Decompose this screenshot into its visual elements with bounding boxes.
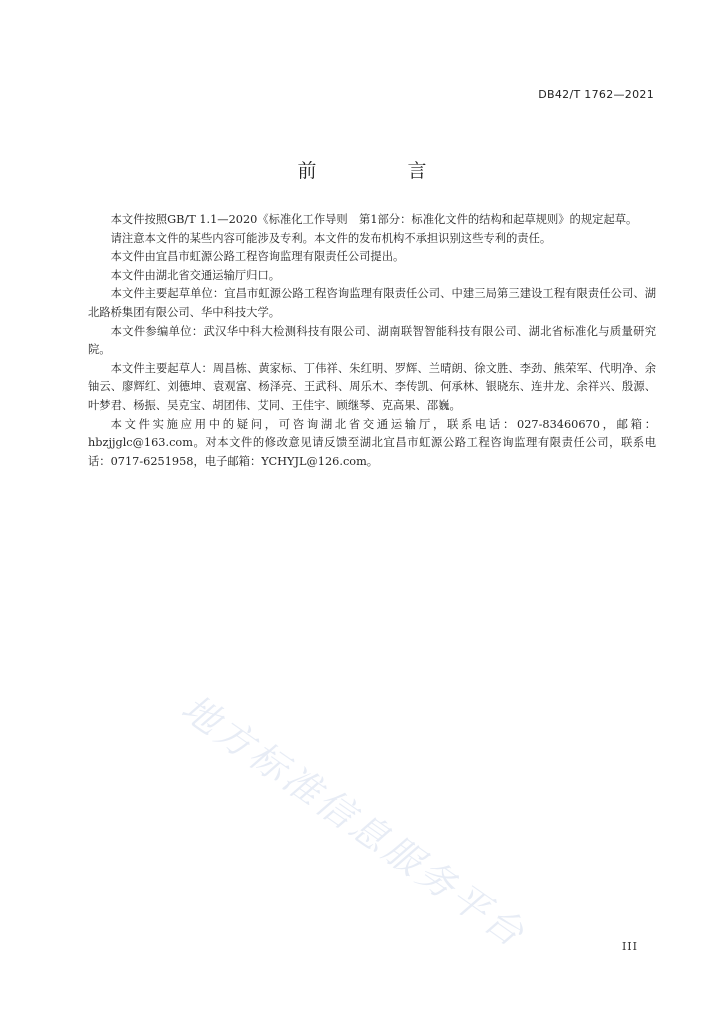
paragraph-main-drafters: 本文件主要起草人：周昌栋、黄家标、丁伟祥、朱红明、罗辉、兰晴朗、徐文胜、李劲、熊荣军、代明净、余铀云、廖辉红、刘德坤、袁观富、杨泽亮、王武科、周乐木、李传凯、何承林、银晓东、连井龙、余祥兴、殷源、叶梦君、杨振、吴克宝、胡团伟、艾同、王佳宇、顾继琴、克高果、邵巍。 [88,361,656,412]
watermark-text: 地方标准信息服务平台 [173,686,535,957]
paragraph-administrator: 本文件由湖北省交通运输厅归口。 [110,268,281,282]
paragraph-proposer: 本文件由宜昌市虹源公路工程咨询监理有限责任公司提出。 [110,250,405,264]
paragraph-patent-notice: 请注意本文件的某些内容可能涉及专利。本文件的发布机构不承担识别这些专利的责任。 [110,231,552,245]
page-number: III [621,940,638,953]
page-title: 前 言 [297,160,463,182]
paragraph-participating-units: 本文件参编单位：武汉华中科大检测科技有限公司、湖南联智智能科技有限公司、湖北省标准化与质量研究院。 [88,324,656,357]
paragraph-contact-info: 本文件实施应用中的疑问，可咨询湖北省交通运输厅，联系电话：027-83460670，邮箱：hbzjjglc@163.com。对本文件的修改意见请反馈至湖北宜昌市虹源公路工程咨询监理有限责任公司，联系电话：0717-6251958，电子邮箱：YCHYJL@126.com。 [88,417,656,468]
document-code: DB42/T 1762—2021 [538,88,654,101]
foreword-body [88,211,656,471]
paragraph-main-drafting-units: 本文件主要起草单位：宜昌市虹源公路工程咨询监理有限责任公司、中建三局第三建设工程有限责任公司、湖北路桥集团有限公司、华中科技大学。 [88,287,656,319]
paragraph-drafting-rules: 本文件按照GB/T 1.1—2020《标准化工作导则 第1部分：标准化文件的结构和起草规则》的规定起草。 [110,213,638,226]
